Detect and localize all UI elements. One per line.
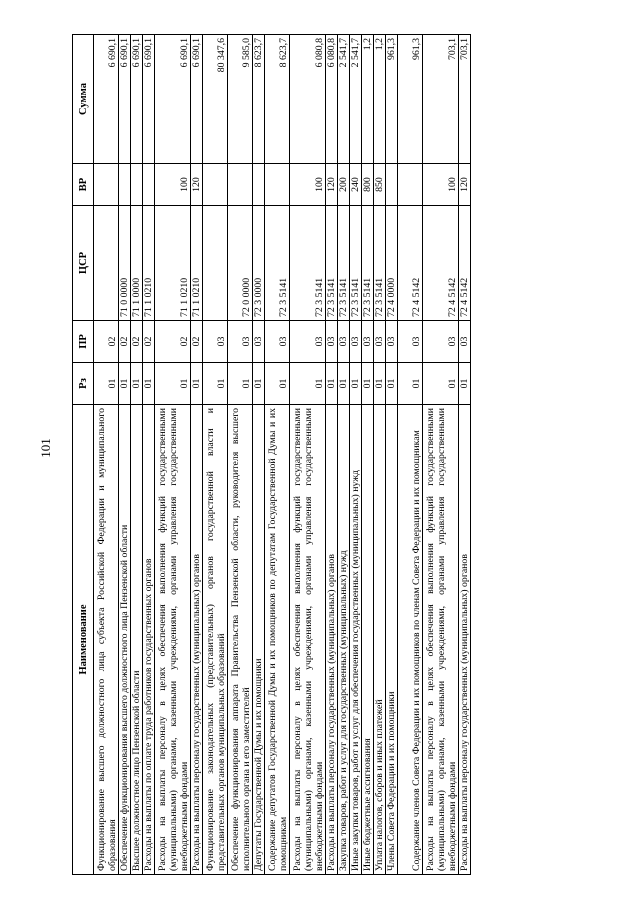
cell-csr: 71 1 0210	[143, 206, 155, 321]
cell-name: Высшее должностное лицо Пензенской области	[131, 405, 143, 875]
table-row	[423, 35, 459, 875]
table-row	[191, 35, 203, 875]
cell-pr: 03	[253, 321, 265, 363]
cell-sum: 2 541,7	[350, 35, 362, 164]
cell-vr	[119, 164, 131, 206]
budget-table	[72, 34, 471, 875]
cell-sum: 9 585,0	[228, 35, 253, 164]
cell-csr: 72 3 5141	[265, 206, 290, 321]
cell-rz: 01	[398, 363, 423, 405]
cell-vr: 100	[423, 164, 459, 206]
cell-sum: 80 347,6	[203, 35, 228, 164]
cell-rz: 01	[265, 363, 290, 405]
cell-pr: 03	[374, 321, 386, 363]
cell-csr: 71 1 0210	[155, 206, 191, 321]
table-row	[94, 35, 119, 875]
table-row	[386, 35, 398, 875]
cell-sum: 6 690,1	[191, 35, 203, 164]
cell-rz: 01	[459, 363, 471, 405]
table-row	[119, 35, 131, 875]
header-vr: ВР	[73, 164, 94, 206]
table-row	[143, 35, 155, 875]
cell-sum: 1,2	[362, 35, 374, 164]
table-row	[253, 35, 265, 875]
cell-csr: 72 3 5141	[362, 206, 374, 321]
cell-csr: 72 4 5142	[459, 206, 471, 321]
cell-sum: 8 623,7	[265, 35, 290, 164]
cell-name: Содержание депутатов Государственной Думы и их помощников по депутатам Государственной Думы и их помощникам	[265, 405, 290, 875]
cell-name: Иные бюджетные ассигнования	[362, 405, 374, 875]
cell-vr	[203, 164, 228, 206]
table-row	[228, 35, 253, 875]
cell-sum: 6 080,8	[326, 35, 338, 164]
cell-pr: 03	[228, 321, 253, 363]
cell-pr: 03	[398, 321, 423, 363]
table-row	[398, 35, 423, 875]
table-row	[459, 35, 471, 875]
cell-vr: 120	[326, 164, 338, 206]
header-name: Наименование	[73, 405, 94, 875]
table-row	[203, 35, 228, 875]
cell-name: Депутаты Государственной Думы и их помощники	[253, 405, 265, 875]
cell-pr: 03	[203, 321, 228, 363]
cell-rz: 01	[350, 363, 362, 405]
cell-name: Функционирование высшего должностного лица субъекта Российской Федерации и муниципального образования	[94, 405, 119, 875]
table-row	[374, 35, 386, 875]
table-row	[290, 35, 326, 875]
cell-name: Уплата налогов, сборов и иных платежей	[374, 405, 386, 875]
table-row	[326, 35, 338, 875]
cell-rz: 01	[228, 363, 253, 405]
cell-sum: 703,1	[423, 35, 459, 164]
cell-sum: 6 690,1	[94, 35, 119, 164]
budget-table-container	[72, 35, 632, 875]
cell-sum: 703,1	[459, 35, 471, 164]
cell-vr: 100	[290, 164, 326, 206]
cell-pr: 03	[265, 321, 290, 363]
cell-vr	[398, 164, 423, 206]
cell-csr: 71 1 0210	[191, 206, 203, 321]
cell-csr: 72 3 5141	[374, 206, 386, 321]
cell-sum: 8 623,7	[253, 35, 265, 164]
cell-csr: 72 0 0000	[228, 206, 253, 321]
cell-rz: 01	[326, 363, 338, 405]
cell-csr: 71 1 0000	[131, 206, 143, 321]
cell-sum: 961,3	[398, 35, 423, 164]
cell-rz: 01	[155, 363, 191, 405]
cell-vr: 120	[459, 164, 471, 206]
cell-csr: 71 0 0000	[119, 206, 131, 321]
cell-rz: 01	[203, 363, 228, 405]
cell-pr: 03	[290, 321, 326, 363]
cell-vr: 200	[338, 164, 350, 206]
cell-rz: 01	[253, 363, 265, 405]
cell-sum: 6 690,1	[131, 35, 143, 164]
cell-sum: 6 080,8	[290, 35, 326, 164]
cell-pr: 03	[386, 321, 398, 363]
cell-name: Иные закупки товаров, работ и услуг для обеспечения государственных (муниципальных) нужд	[350, 405, 362, 875]
cell-rz: 01	[191, 363, 203, 405]
cell-rz: 01	[131, 363, 143, 405]
cell-csr: 72 3 5141	[326, 206, 338, 321]
cell-pr: 03	[350, 321, 362, 363]
table-header-row	[73, 35, 94, 875]
cell-sum: 6 690,1	[143, 35, 155, 164]
cell-rz: 01	[94, 363, 119, 405]
cell-vr	[131, 164, 143, 206]
cell-sum: 2 541,7	[338, 35, 350, 164]
table-row	[155, 35, 191, 875]
table-row	[350, 35, 362, 875]
cell-name: Обеспечение функционирования высшего должностного лица Пензенской области	[119, 405, 131, 875]
cell-rz: 01	[119, 363, 131, 405]
page-number: 101	[37, 438, 53, 458]
cell-csr	[94, 206, 119, 321]
cell-rz: 01	[386, 363, 398, 405]
cell-sum: 6 690,1	[155, 35, 191, 164]
cell-name: Функционирование законодательных (представительных) органов государственной власти и представительных органов муниципальных образований	[203, 405, 228, 875]
cell-name: Расходы на выплаты персоналу в целях обеспечения выполнения функций государственными (муниципальными) органами, казенными учреждениями, органами управления государственными внебюджетными фондами	[290, 405, 326, 875]
header-csr: ЦСР	[73, 206, 94, 321]
cell-csr: 72 4 5142	[423, 206, 459, 321]
cell-pr: 03	[338, 321, 350, 363]
table-row	[131, 35, 143, 875]
cell-name: Расходы на выплаты по оплате труда работников государственных органов	[143, 405, 155, 875]
cell-vr	[143, 164, 155, 206]
cell-name: Закупка товаров, работ и услуг для государственных (муниципальных) нужд	[338, 405, 350, 875]
cell-sum: 6 690,1	[119, 35, 131, 164]
cell-name: Расходы на выплаты персоналу государственных (муниципальных) органов	[459, 405, 471, 875]
cell-name: Расходы на выплаты персоналу государственных (муниципальных) органов	[191, 405, 203, 875]
cell-vr	[253, 164, 265, 206]
cell-name: Расходы на выплаты персоналу в целях обеспечения выполнения функций государственными (муниципальными) органами, казенными учреждениями, органами управления государственными внебюджетными фондами	[423, 405, 459, 875]
cell-name: Расходы на выплаты персоналу государственных (муниципальных) органов	[326, 405, 338, 875]
table-row	[265, 35, 290, 875]
table-row	[362, 35, 374, 875]
cell-pr: 02	[191, 321, 203, 363]
cell-vr: 850	[374, 164, 386, 206]
header-pr: ПР	[73, 321, 94, 363]
header-rz: Рз	[73, 363, 94, 405]
cell-rz: 01	[143, 363, 155, 405]
cell-csr	[203, 206, 228, 321]
cell-vr	[386, 164, 398, 206]
cell-pr: 03	[459, 321, 471, 363]
cell-sum: 961,3	[386, 35, 398, 164]
cell-name: Содержание членов Совета Федерации и их помощников по членам Совета Федерации и их помощникам	[398, 405, 423, 875]
cell-csr: 72 3 5141	[350, 206, 362, 321]
table-row	[338, 35, 350, 875]
cell-pr: 02	[131, 321, 143, 363]
cell-vr: 240	[350, 164, 362, 206]
cell-pr: 03	[423, 321, 459, 363]
cell-vr	[94, 164, 119, 206]
cell-vr: 800	[362, 164, 374, 206]
cell-vr: 120	[191, 164, 203, 206]
cell-csr: 72 3 5141	[290, 206, 326, 321]
cell-vr	[228, 164, 253, 206]
cell-vr: 100	[155, 164, 191, 206]
cell-pr: 02	[143, 321, 155, 363]
cell-rz: 01	[362, 363, 374, 405]
cell-name: Обеспечение функционирования аппарата Правительства Пензенской области, руководителя высшего исполнительного органа и его заместителей	[228, 405, 253, 875]
cell-rz: 01	[423, 363, 459, 405]
cell-sum: 1,2	[374, 35, 386, 164]
cell-csr: 72 4 0000	[386, 206, 398, 321]
cell-pr: 03	[362, 321, 374, 363]
cell-rz: 01	[374, 363, 386, 405]
cell-rz: 01	[338, 363, 350, 405]
cell-vr	[265, 164, 290, 206]
cell-pr: 02	[119, 321, 131, 363]
cell-csr: 72 3 0000	[253, 206, 265, 321]
cell-pr: 02	[155, 321, 191, 363]
table-body	[94, 35, 471, 875]
cell-rz: 01	[290, 363, 326, 405]
cell-pr: 03	[326, 321, 338, 363]
cell-csr: 72 4 5142	[398, 206, 423, 321]
cell-name: Члены Совета Федерации и их помощники	[386, 405, 398, 875]
cell-csr: 72 3 5141	[338, 206, 350, 321]
cell-name: Расходы на выплаты персоналу в целях обеспечения выполнения функций государственными (муниципальными) органами, казенными учреждениями, органами управления государственными внебюджетными фондами	[155, 405, 191, 875]
header-sum: Сумма	[73, 35, 94, 164]
cell-pr: 02	[94, 321, 119, 363]
